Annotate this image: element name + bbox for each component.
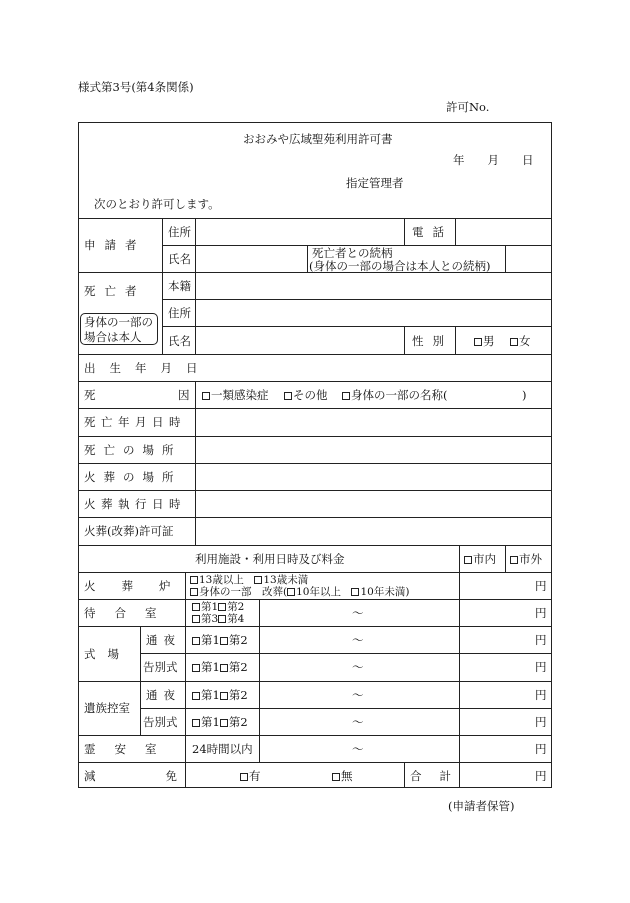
family-funeral-tilde: ～ (352, 715, 364, 729)
room-1: 第1 (201, 633, 220, 647)
line (259, 599, 260, 762)
line (455, 218, 456, 245)
reduction-yes-text: 有 (249, 769, 261, 783)
line (404, 762, 405, 788)
family-funeral-rooms (192, 715, 248, 729)
cremation-place-label: 火葬の場所 (84, 470, 182, 484)
ceremony-wake-tilde: ～ (352, 633, 364, 647)
line (505, 545, 506, 572)
room-2: 第2 (227, 601, 245, 613)
sex-male-option[interactable] (474, 334, 495, 348)
checkbox-icon[interactable] (190, 588, 198, 596)
cause-infectious-option[interactable] (202, 388, 269, 402)
room-2: 第2 (228, 660, 248, 674)
checkbox-icon (284, 392, 292, 400)
ceremony-funeral-yen: 円 (535, 660, 547, 674)
ceremony-funeral-label: 告別式 (143, 660, 178, 674)
family-funeral-label: 告別式 (143, 715, 178, 729)
line (459, 545, 460, 572)
deceased-note-1: 身体の一部の (84, 315, 153, 329)
ceremony-funeral-rooms (192, 660, 248, 674)
checkbox-icon[interactable] (192, 615, 200, 623)
administrator-label: 指定管理者 (346, 176, 404, 190)
room-2: 第2 (228, 688, 248, 702)
out-city-text: 市外 (519, 552, 542, 566)
cause-body-part-option[interactable] (342, 388, 448, 402)
line (140, 626, 141, 735)
female-text: 女 (519, 334, 531, 348)
family-wake-label: 通夜 (146, 688, 181, 702)
deceased-note-2: 場合は本人 (84, 330, 142, 344)
furnace-line-2 (190, 586, 409, 598)
applicant-phone-label: 電話 (412, 225, 453, 239)
waiting-yen: 円 (535, 606, 547, 620)
checkbox-icon[interactable] (218, 603, 226, 611)
form-number: 様式第3号(第4条関係) (78, 80, 194, 94)
reduction-label: 減免 (84, 769, 247, 783)
checkbox-icon (474, 338, 482, 346)
line (78, 436, 552, 437)
male-text: 男 (483, 334, 495, 348)
line (162, 299, 552, 300)
line (185, 572, 186, 788)
relation-label-2: (身体の一部の場合は本人との続柄) (309, 259, 491, 273)
line (505, 245, 506, 272)
room-3: 第3 (201, 613, 219, 625)
line (78, 517, 552, 518)
checkbox-icon[interactable] (220, 692, 228, 700)
cremation-datetime-label: 火葬執行日時 (84, 497, 186, 511)
checkbox-icon[interactable] (220, 637, 228, 645)
checkbox-icon[interactable] (190, 576, 198, 584)
line (307, 245, 308, 272)
checkbox-icon (332, 773, 340, 781)
furnace-13-over: 13歳以上 (199, 574, 244, 586)
issue-date: 年 月 日 (453, 153, 534, 167)
line (78, 490, 552, 491)
in-city-text: 市内 (473, 552, 496, 566)
checkbox-icon (240, 773, 248, 781)
waiting-room-line-2 (192, 613, 244, 625)
applicant-address-label: 住所 (168, 225, 191, 239)
applicant-name-label: 氏名 (168, 252, 191, 266)
applicant-keep-note: (申請者保管) (448, 799, 515, 813)
ceremony-wake-rooms (192, 633, 248, 647)
permit-number-label: 許可No. (446, 100, 490, 114)
furnace-13-under: 13歳未満 (263, 574, 309, 586)
line (78, 735, 552, 736)
line (78, 681, 552, 682)
family-wake-yen: 円 (535, 688, 547, 702)
room-2: 第2 (228, 633, 248, 647)
in-city-option[interactable] (464, 552, 496, 566)
checkbox-icon[interactable] (287, 588, 295, 596)
checkbox-icon[interactable] (192, 603, 200, 611)
checkbox-icon[interactable] (220, 664, 228, 672)
permit-statement: 次のとおり許可します。 (94, 197, 220, 211)
domicile-label: 本籍 (168, 279, 191, 293)
line (459, 572, 460, 788)
mortuary-tilde: ～ (352, 742, 364, 756)
checkbox-icon (202, 392, 210, 400)
line (78, 218, 552, 219)
checkbox-icon[interactable] (254, 576, 262, 584)
room-1: 第1 (201, 715, 220, 729)
furnace-10-under: 10年未満) (360, 586, 410, 598)
deceased-label: 死亡者 (84, 284, 146, 298)
relation-label-1: 死亡者との続柄 (312, 246, 393, 260)
cause-infectious-text: 一類感染症 (211, 388, 269, 402)
reduction-no-option[interactable] (332, 769, 353, 783)
line (78, 572, 552, 573)
form-title: おおみや広域聖苑利用許可書 (243, 132, 393, 146)
checkbox-icon (510, 338, 518, 346)
line (78, 354, 552, 355)
mortuary-duration: 24時間以内 (192, 742, 253, 756)
reduction-yes-option[interactable] (240, 769, 261, 783)
line (455, 326, 456, 354)
cause-body-part-text: 身体の一部の名称( (351, 388, 448, 402)
furnace-10-over: 10年以上 (296, 586, 341, 598)
waiting-room-line-1 (192, 601, 244, 613)
line (78, 545, 552, 546)
out-city-option[interactable] (510, 552, 542, 566)
death-place-label: 死亡の場所 (84, 443, 182, 457)
cause-other-text: その他 (293, 388, 328, 402)
line (140, 708, 552, 709)
line (78, 408, 552, 409)
sex-female-option[interactable] (510, 334, 531, 348)
line (162, 218, 163, 354)
line (78, 626, 552, 627)
room-4: 第4 (227, 613, 245, 625)
sex-label: 性別 (412, 334, 453, 348)
total-yen: 円 (535, 769, 547, 783)
ceremony-wake-yen: 円 (535, 633, 547, 647)
line (162, 326, 552, 327)
furnace-body-part: 身体の一部 改葬( (199, 586, 288, 598)
checkbox-icon (342, 392, 350, 400)
checkbox-icon[interactable] (220, 719, 228, 727)
cause-label: 死 (84, 388, 96, 402)
waiting-room-label: 待合室 (84, 606, 176, 620)
total-label: 合計 (410, 769, 469, 783)
furnace-yen: 円 (535, 579, 547, 593)
line (195, 218, 196, 354)
usage-heading: 利用施設・利用日時及び料金 (195, 552, 345, 566)
cause-label-2: 因 (178, 388, 190, 402)
checkbox-icon[interactable] (351, 588, 359, 596)
furnace-label: 火葬炉 (84, 579, 197, 593)
birth-date-label: 出生年月日 (84, 361, 212, 375)
checkbox-icon[interactable] (218, 615, 226, 623)
applicant-label: 申請者 (84, 238, 146, 252)
mortuary-label: 霊安室 (84, 742, 176, 756)
line (78, 381, 552, 382)
cause-other-option[interactable] (284, 388, 328, 402)
deceased-name-label: 氏名 (168, 334, 191, 348)
room-1: 第1 (201, 688, 220, 702)
ceremony-hall-label: 式場 (84, 647, 131, 661)
room-1: 第1 (201, 601, 219, 613)
line (404, 218, 405, 245)
room-1: 第1 (201, 660, 220, 674)
family-room-label: 遺族控室 (84, 701, 130, 715)
checkbox-icon[interactable] (192, 692, 200, 700)
cremation-permit-label: 火葬(改葬)許可証 (84, 524, 174, 538)
checkbox-icon (464, 556, 472, 564)
room-2: 第2 (228, 715, 248, 729)
family-funeral-yen: 円 (535, 715, 547, 729)
furnace-line-1 (190, 574, 308, 586)
waiting-tilde: ～ (352, 606, 364, 620)
line (78, 463, 552, 464)
mortuary-yen: 円 (535, 742, 547, 756)
death-datetime-label: 死亡年月日時 (84, 415, 186, 429)
checkbox-icon (510, 556, 518, 564)
reduction-no-text: 無 (341, 769, 353, 783)
ceremony-funeral-tilde: ～ (352, 660, 364, 674)
line (404, 326, 405, 354)
line (140, 653, 552, 654)
line (78, 762, 552, 763)
checkbox-icon[interactable] (192, 637, 200, 645)
line (195, 381, 196, 545)
checkbox-icon[interactable] (192, 719, 200, 727)
checkbox-icon[interactable] (192, 664, 200, 672)
deceased-address-label: 住所 (168, 306, 191, 320)
line (78, 599, 552, 600)
cause-close-paren: ) (522, 388, 527, 402)
ceremony-wake-label: 通夜 (146, 633, 181, 647)
family-wake-rooms (192, 688, 248, 702)
family-wake-tilde: ～ (352, 688, 364, 702)
